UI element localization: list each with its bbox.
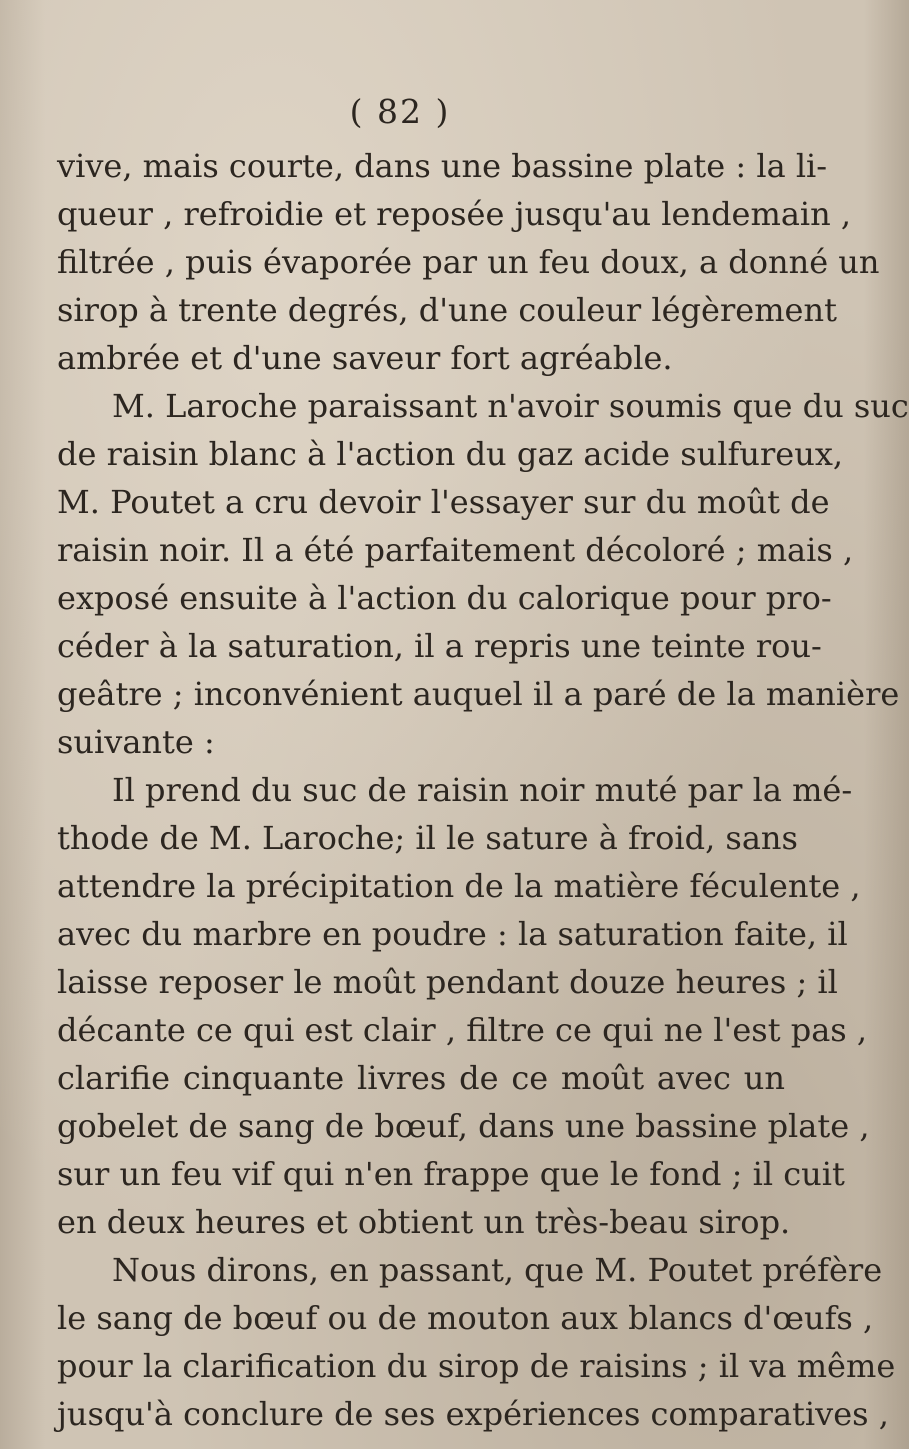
text-line: de raisin blanc à l'action du gaz acide sulfureux, [57, 435, 844, 473]
text-line: avec du marbre en poudre : la saturation faite, il [57, 915, 848, 953]
text-line: geâtre ; inconvénient auquel il a paré de la manière [57, 675, 900, 713]
text-line: décante ce qui est clair , filtre ce qui ne l'est pas , [57, 1011, 868, 1049]
paragraph-first-line: M. Laroche paraissant n'avoir soumis que du suc [112, 387, 909, 425]
text-line: laisse reposer le moût pendant douze heures ; il [57, 963, 838, 1001]
text-line: pour la clarification du sirop de raisins ; il va même [57, 1347, 896, 1385]
text-line: vive, mais courte, dans une bassine plate : la li- [57, 147, 828, 185]
text-line: raisin noir. Il a été parfaitement décoloré ; mais , [57, 531, 854, 569]
paragraph-end-line: ambrée et d'une saveur fort agréable. [57, 339, 673, 377]
text-line: attendre la précipitation de la matière féculente , [57, 867, 861, 905]
text-line: filtrée , puis évaporée par un feu doux, a donné un [57, 243, 880, 281]
text-line: exposé ensuite à l'action du calorique pour pro- [57, 579, 832, 617]
text-line: céder à la saturation, il a repris une teinte rou- [57, 627, 822, 665]
page-number: ( 82 ) [349, 92, 451, 131]
text-line: jusqu'à conclure de ses expériences comparatives , [57, 1395, 889, 1433]
text-line: le sang de bœuf ou de mouton aux blancs d'œufs , [57, 1299, 874, 1337]
paragraph-end-line: suivante : [57, 723, 215, 761]
text-line: queur , refroidie et reposée jusqu'au lendemain , [57, 195, 852, 233]
text-line: M. Poutet a cru devoir l'essayer sur du moût de [57, 483, 830, 521]
text-line: sirop à trente degrés, d'une couleur légèrement [57, 291, 837, 329]
paragraph-end-line: en deux heures et obtient un très-beau sirop. [57, 1203, 791, 1241]
text-line: clarifie cinquante livres de ce moût avec un [57, 1059, 785, 1097]
paragraph-first-line: Nous dirons, en passant, que M. Poutet préfère [112, 1251, 883, 1289]
text-line: sur un feu vif qui n'en frappe que le fond ; il cuit [57, 1155, 845, 1193]
text-line: gobelet de sang de bœuf, dans une bassine plate , [57, 1107, 870, 1145]
text-line: thode de M. Laroche; il le sature à froid, sans [57, 819, 798, 857]
paragraph-first-line: Il prend du suc de raisin noir muté par la mé- [112, 771, 853, 809]
